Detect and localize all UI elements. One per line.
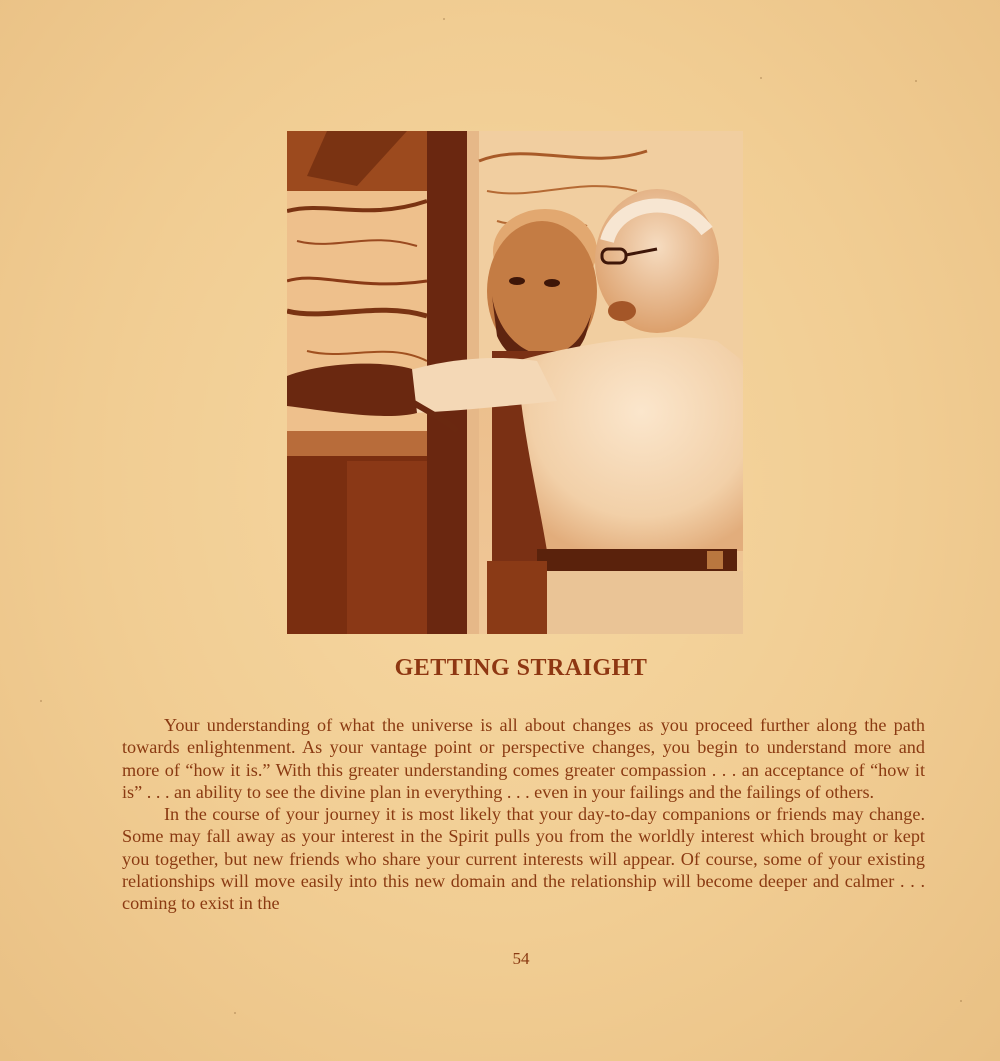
paper-speck — [960, 1000, 962, 1002]
paper-speck — [234, 1012, 236, 1014]
chapter-heading: GETTING STRAIGHT — [394, 655, 648, 681]
body-text — [122, 714, 925, 915]
page-number: 54 — [512, 949, 530, 968]
paper-speck — [443, 18, 445, 20]
paper-speck — [915, 80, 917, 82]
photo-two-men-talking-icon — [287, 131, 743, 634]
paper-speck — [40, 700, 42, 702]
paragraph: Your understanding of what the universe is all about changes as you proceed further along the path towards enlightenment. As your vantage point or perspective changes, you begin to understand more and more of “how it is.” With this greater understanding comes greater compassion . . . an acceptance of “how it is” . . . an ability to see the divine plan in everything . . . even in your failings and the failings of others. — [122, 715, 925, 802]
paper-speck — [760, 77, 762, 79]
paragraph: In the course of your journey it is most likely that your day-to-day companions or friends may change. Some may fall away as your interest in the Spirit pulls you from the worldly interest which brought or kept you together, but new friends who share your current interests will appear. Of course, some of your existing relationships will move easily into this new domain and the relationship will become deeper and calmer . . . coming to exist in the — [122, 804, 925, 914]
photograph — [287, 131, 743, 634]
